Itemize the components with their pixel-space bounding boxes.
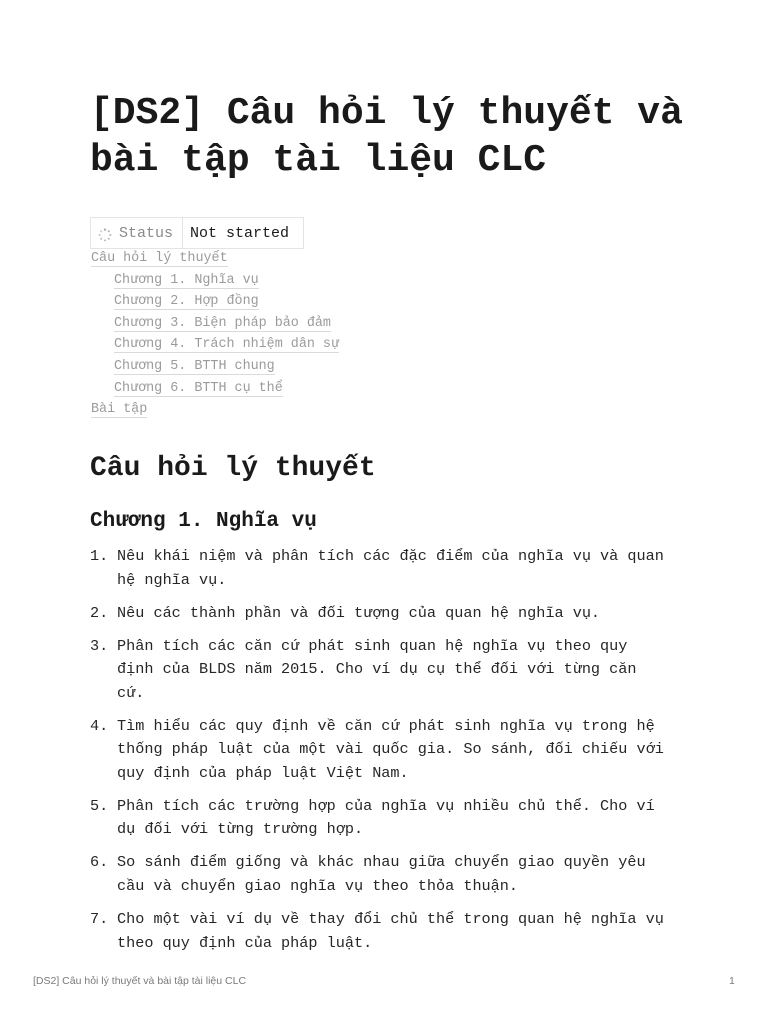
list-item xyxy=(90,545,690,592)
list-item xyxy=(90,795,690,842)
list-item-number: 1. xyxy=(90,547,109,565)
footer-page-number: 1 xyxy=(729,975,735,987)
list-item-text: Phân tích các căn cứ phát sinh quan hệ nghĩa vụ theo quy định của BLDS năm 2015. Cho ví dụ cụ thể đối với từng căn cứ. xyxy=(117,636,637,702)
toc-item-chuong-3[interactable] xyxy=(91,313,491,335)
list-item-number: 4. xyxy=(90,716,109,735)
list-item-text: Phân tích các trường hợp của nghĩa vụ nhiều chủ thể. Cho ví dụ đối với từng trường hợp. xyxy=(117,796,655,839)
question-list xyxy=(90,545,690,965)
loading-spinner-icon xyxy=(98,228,112,242)
list-item-text: Nêu các thành phần và đối tượng của quan hệ nghĩa vụ. xyxy=(117,603,601,622)
list-item-text: So sánh điểm giống và khác nhau giữa chuyển giao quyền yêu cầu và chuyển giao nghĩa vụ theo thỏa thuận. xyxy=(117,853,646,895)
list-item xyxy=(90,715,690,786)
toc-item-chuong-4[interactable] xyxy=(91,334,491,356)
list-item-text: Nêu khái niệm và phân tích các đặc điểm của nghĩa vụ và quan hệ nghĩa vụ. xyxy=(117,547,664,589)
toc-item-chuong-1[interactable] xyxy=(91,270,491,292)
toc-link[interactable]: Chương 1. Nghĩa vụ xyxy=(114,272,259,288)
toc-item-chuong-6[interactable] xyxy=(91,378,491,400)
properties-table xyxy=(90,217,304,249)
status-property-key xyxy=(91,218,183,249)
toc-link[interactable]: Chương 2. Hợp đồng xyxy=(114,294,259,310)
toc-link[interactable]: Chương 6. BTTH cụ thể xyxy=(114,380,283,396)
toc-link[interactable]: Chương 5. BTTH chung xyxy=(114,358,275,374)
status-property-row xyxy=(91,218,304,249)
list-item-text: Tìm hiểu các quy định về căn cứ phát sinh nghĩa vụ trong hệ thống pháp luật của một vài quốc gia. So sánh, đối chiếu với quy định của pháp luật Việt Nam. xyxy=(117,716,664,782)
list-item xyxy=(90,635,690,706)
list-item-number: 5. xyxy=(90,796,109,815)
list-item-number: 6. xyxy=(90,853,109,872)
list-item xyxy=(90,851,690,898)
list-item xyxy=(90,908,690,955)
table-of-contents xyxy=(91,248,491,421)
footer-document-title: [DS2] Câu hỏi lý thuyết và bài tập tài liệu CLC xyxy=(33,975,247,987)
list-item-number: 3. xyxy=(90,636,109,655)
toc-link[interactable]: Câu hỏi lý thuyết xyxy=(91,251,228,266)
status-label: Status xyxy=(119,224,174,242)
status-value[interactable]: Not started xyxy=(183,218,304,249)
toc-item-cau-hoi-ly-thuyet[interactable] xyxy=(91,248,491,270)
list-item-number: 2. xyxy=(90,603,109,622)
toc-link[interactable]: Bài tập xyxy=(91,402,148,418)
list-item-number: 7. xyxy=(90,910,109,929)
page-title: [DS2] Câu hỏi lý thuyết và bài tập tài liệu CLC xyxy=(90,92,683,182)
toc-item-chuong-2[interactable] xyxy=(91,291,491,313)
toc-item-bai-tap[interactable] xyxy=(91,399,491,421)
list-item-text: Cho một vài ví dụ về thay đổi chủ thể trong quan hệ nghĩa vụ theo quy định của pháp luật. xyxy=(117,910,664,952)
chapter-heading: Chương 1. Nghĩa vụ xyxy=(90,510,317,533)
toc-link[interactable]: Chương 3. Biện pháp bảo đảm xyxy=(114,315,331,331)
section-heading: Câu hỏi lý thuyết xyxy=(90,453,376,484)
toc-link[interactable]: Chương 4. Trách nhiệm dân sự xyxy=(114,337,339,353)
toc-item-chuong-5[interactable] xyxy=(91,356,491,378)
list-item xyxy=(90,602,690,626)
